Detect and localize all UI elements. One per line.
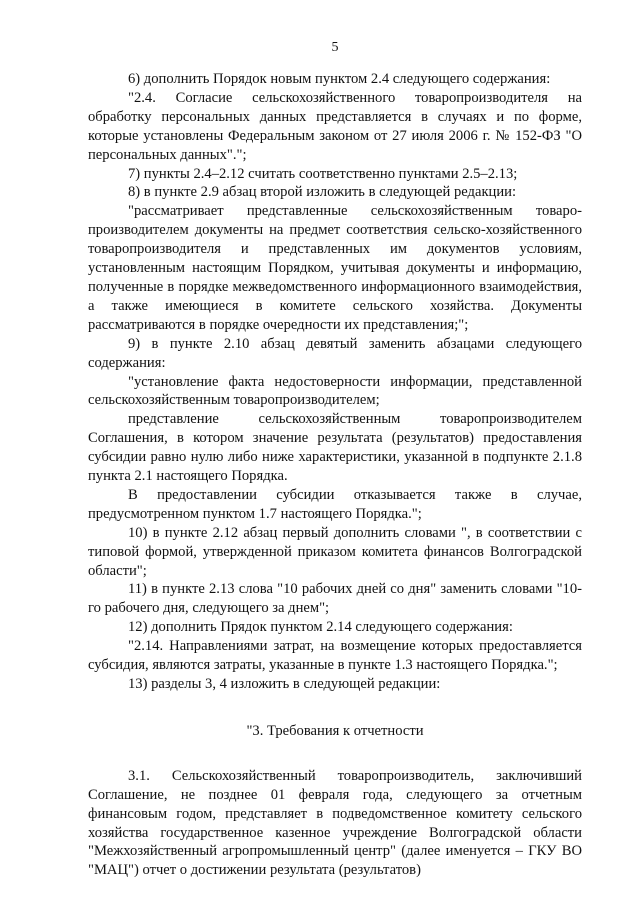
paragraph: 11) в пункте 2.13 слова "10 рабочих дней со дня" заменить словами "10-го рабочего дня, следующего за днем"; xyxy=(88,581,582,617)
paragraph: 12) дополнить Прядок пунктом 2.14 следующего содержания: xyxy=(128,619,513,636)
document-body xyxy=(88,70,582,880)
paragraph: 7) пункты 2.4–2.12 считать соответственно пунктами 2.5–2.13; xyxy=(128,165,518,182)
section-heading: "3. Требования к отчетности xyxy=(246,722,424,739)
paragraph: 13) разделы 3, 4 изложить в следующей редакции: xyxy=(128,676,441,692)
paragraph: представление сельскохозяйственным товаропроизводителем Соглашения, в котором значение результата (результатов) предоставления субсидии равно нулю либо ниже характеристики, указанной в подпункте 2.1.8 пункта 2.1 настоящего Порядка. xyxy=(88,411,582,485)
paragraph: 10) в пункте 2.12 абзац первый дополнить словами ", в соответствии с типовой формой, утвержденной приказом комитета финансов Волгоградской области"; xyxy=(88,524,582,579)
paragraph: 8) в пункте 2.9 абзац второй изложить в следующей редакции: xyxy=(128,184,517,201)
page-number: 5 xyxy=(331,40,339,55)
paragraph: 3.1. Сельскохозяйственный товаропроизводитель, заключивший Соглашение, не позднее 01 февраля года, следующего за отчетным финансовым годом, представляет в подведомственное комитету сельского хозяйства государственное казенное учреждение Волгоградской области "Межхозяйственный агропромышленный центр" (далее именуется – ГКУ ВО "МАЦ") отчет о достижении результата (результатов) xyxy=(88,767,582,879)
paragraph: "2.14. Направлениями затрат, на возмещение которых предоставляется субсидия, являются затраты, указанные в пункте 1.3 настоящего Порядка."; xyxy=(88,638,582,674)
paragraph: "рассматривает представленные сельскохозяйственным товаро-производителем документы на предмет соответствия сельско-хозяйственного товаропроизводителя и представленных им документов условиям, установленным настоящим Порядком, учитывая документы и информацию, полученные в порядке межведомственного информационного взаимодействия, а также имеющиеся в комитете сельского хозяйства. Документы рассматриваются в порядке очередности их представления;"; xyxy=(88,203,582,333)
paragraph: 6) дополнить Порядок новым пунктом 2.4 следующего содержания: xyxy=(128,71,551,87)
paragraph: "установление факта недостоверности информации, представленной сельскохозяйственным товаропроизводителем; xyxy=(88,373,582,409)
paragraph: "2.4. Согласие сельскохозяйственного товаропроизводителя на обработку персональных данных представляется в случаях и по форме, которые установлены Федеральным законом от 27 июля 2006 г. № 152-ФЗ "О персональных данных"."; xyxy=(88,89,582,163)
paragraph: 9) в пункте 2.10 абзац девятый заменить абзацами следующего содержания: xyxy=(88,335,582,371)
paragraph: В предоставлении субсидии отказывается также в случае, предусмотренном пунктом 1.7 настоящего Порядка."; xyxy=(88,486,582,522)
